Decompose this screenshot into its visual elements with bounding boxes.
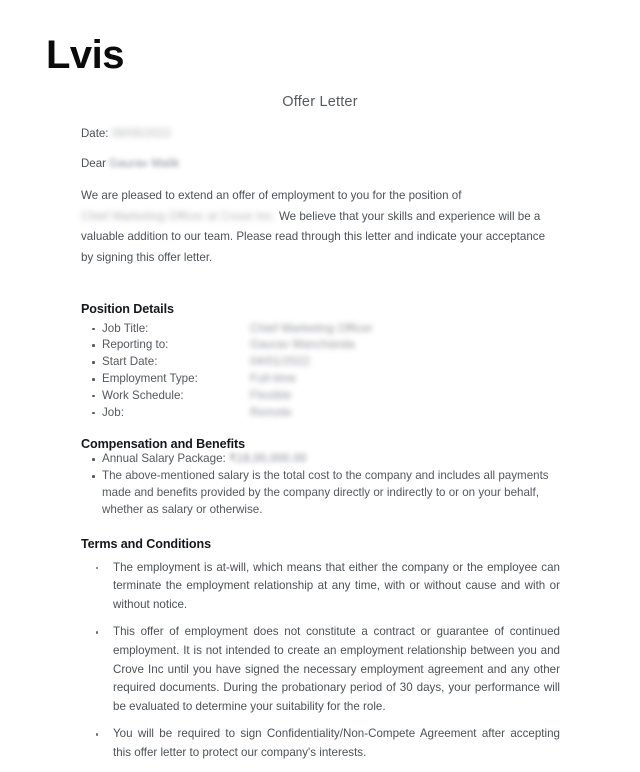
term-text: The employment is at-will, which means that either the company or the employee can terminate the employment relationship at any time, with or without cause and with or without notice. [113,560,560,611]
page-title: Offer Letter [282,94,358,110]
intro-text-part-1: We are pleased to extend an offer of employment to you for the position of [81,189,462,202]
date-value-redacted: 09/05/2022 [111,128,172,140]
field-label: Reporting to: [102,338,169,352]
list-item [81,559,560,615]
term-text: You will be required to sign Confidentiality/Non-Compete Agreement after accepting this offer letter to protect our company's interests. [113,727,560,759]
field-label: Start Date: [102,355,158,369]
section-heading-position-details: Position Details [81,301,174,316]
letter-body [81,126,561,772]
position-company-redacted: Chief Marketing Officer at Crove Inc. [81,209,276,223]
field-value-redacted: Flexible [250,388,292,402]
section-heading-terms: Terms and Conditions [81,536,212,551]
date-line [81,126,561,142]
compensation-list [81,451,561,518]
salary-label: Annual Salary Package: [102,452,226,466]
list-item [81,321,561,338]
field-value-redacted: Chief Marketing Officer [250,321,373,335]
list-item [81,388,561,405]
compensation-note-text: The above-mentioned salary is the total cost to the company and includes all payments made and benefits provided by the company directly or indirectly to or on your behalf, whether as salary or otherwise. [102,469,549,516]
salutation-label: Dear [81,158,106,170]
field-value-redacted: 04/01/2022 [250,355,311,369]
list-item [81,623,560,716]
list-item [81,405,561,422]
list-item [81,371,561,388]
company-logo: Lvis [46,33,125,77]
field-value-redacted: Full-time [250,371,297,385]
list-item [81,337,561,354]
list-item [81,451,561,468]
field-label: Job: [102,405,124,419]
section-heading-compensation: Compensation and Benefits [81,437,246,452]
list-item [81,725,560,762]
term-text: This offer of employment does not constitute a contract or guarantee of continued employment. It is not intended to create an employment relationship between you and Crove Inc until you have signed the necessary employment agreement and any other required documents. During the probationary period of 30 days, your performance will be evaluated to determine your suitability for the role. [113,625,560,713]
date-label: Date: [81,128,109,140]
field-label: Work Schedule: [102,388,184,402]
salutation-line [81,156,561,172]
field-label: Job Title: [102,321,149,335]
terms-list [81,559,561,763]
intro-text-part-2: We believe that your skills and experience will be a valuable addition to our team. Please read through this letter and indicate your acceptance by signing this offer letter. [81,209,546,264]
list-item [81,468,561,518]
field-label: Employment Type: [102,371,198,385]
field-value-redacted: Gaurav Manchanda [250,338,356,352]
recipient-name-redacted: Gaurav Malik [109,158,180,170]
field-value-redacted: Remote [250,405,292,419]
list-item [81,354,561,371]
intro-paragraph [81,186,559,268]
position-details-list [81,321,561,422]
salary-value-redacted: ₹18,00,000.00 [228,452,307,466]
